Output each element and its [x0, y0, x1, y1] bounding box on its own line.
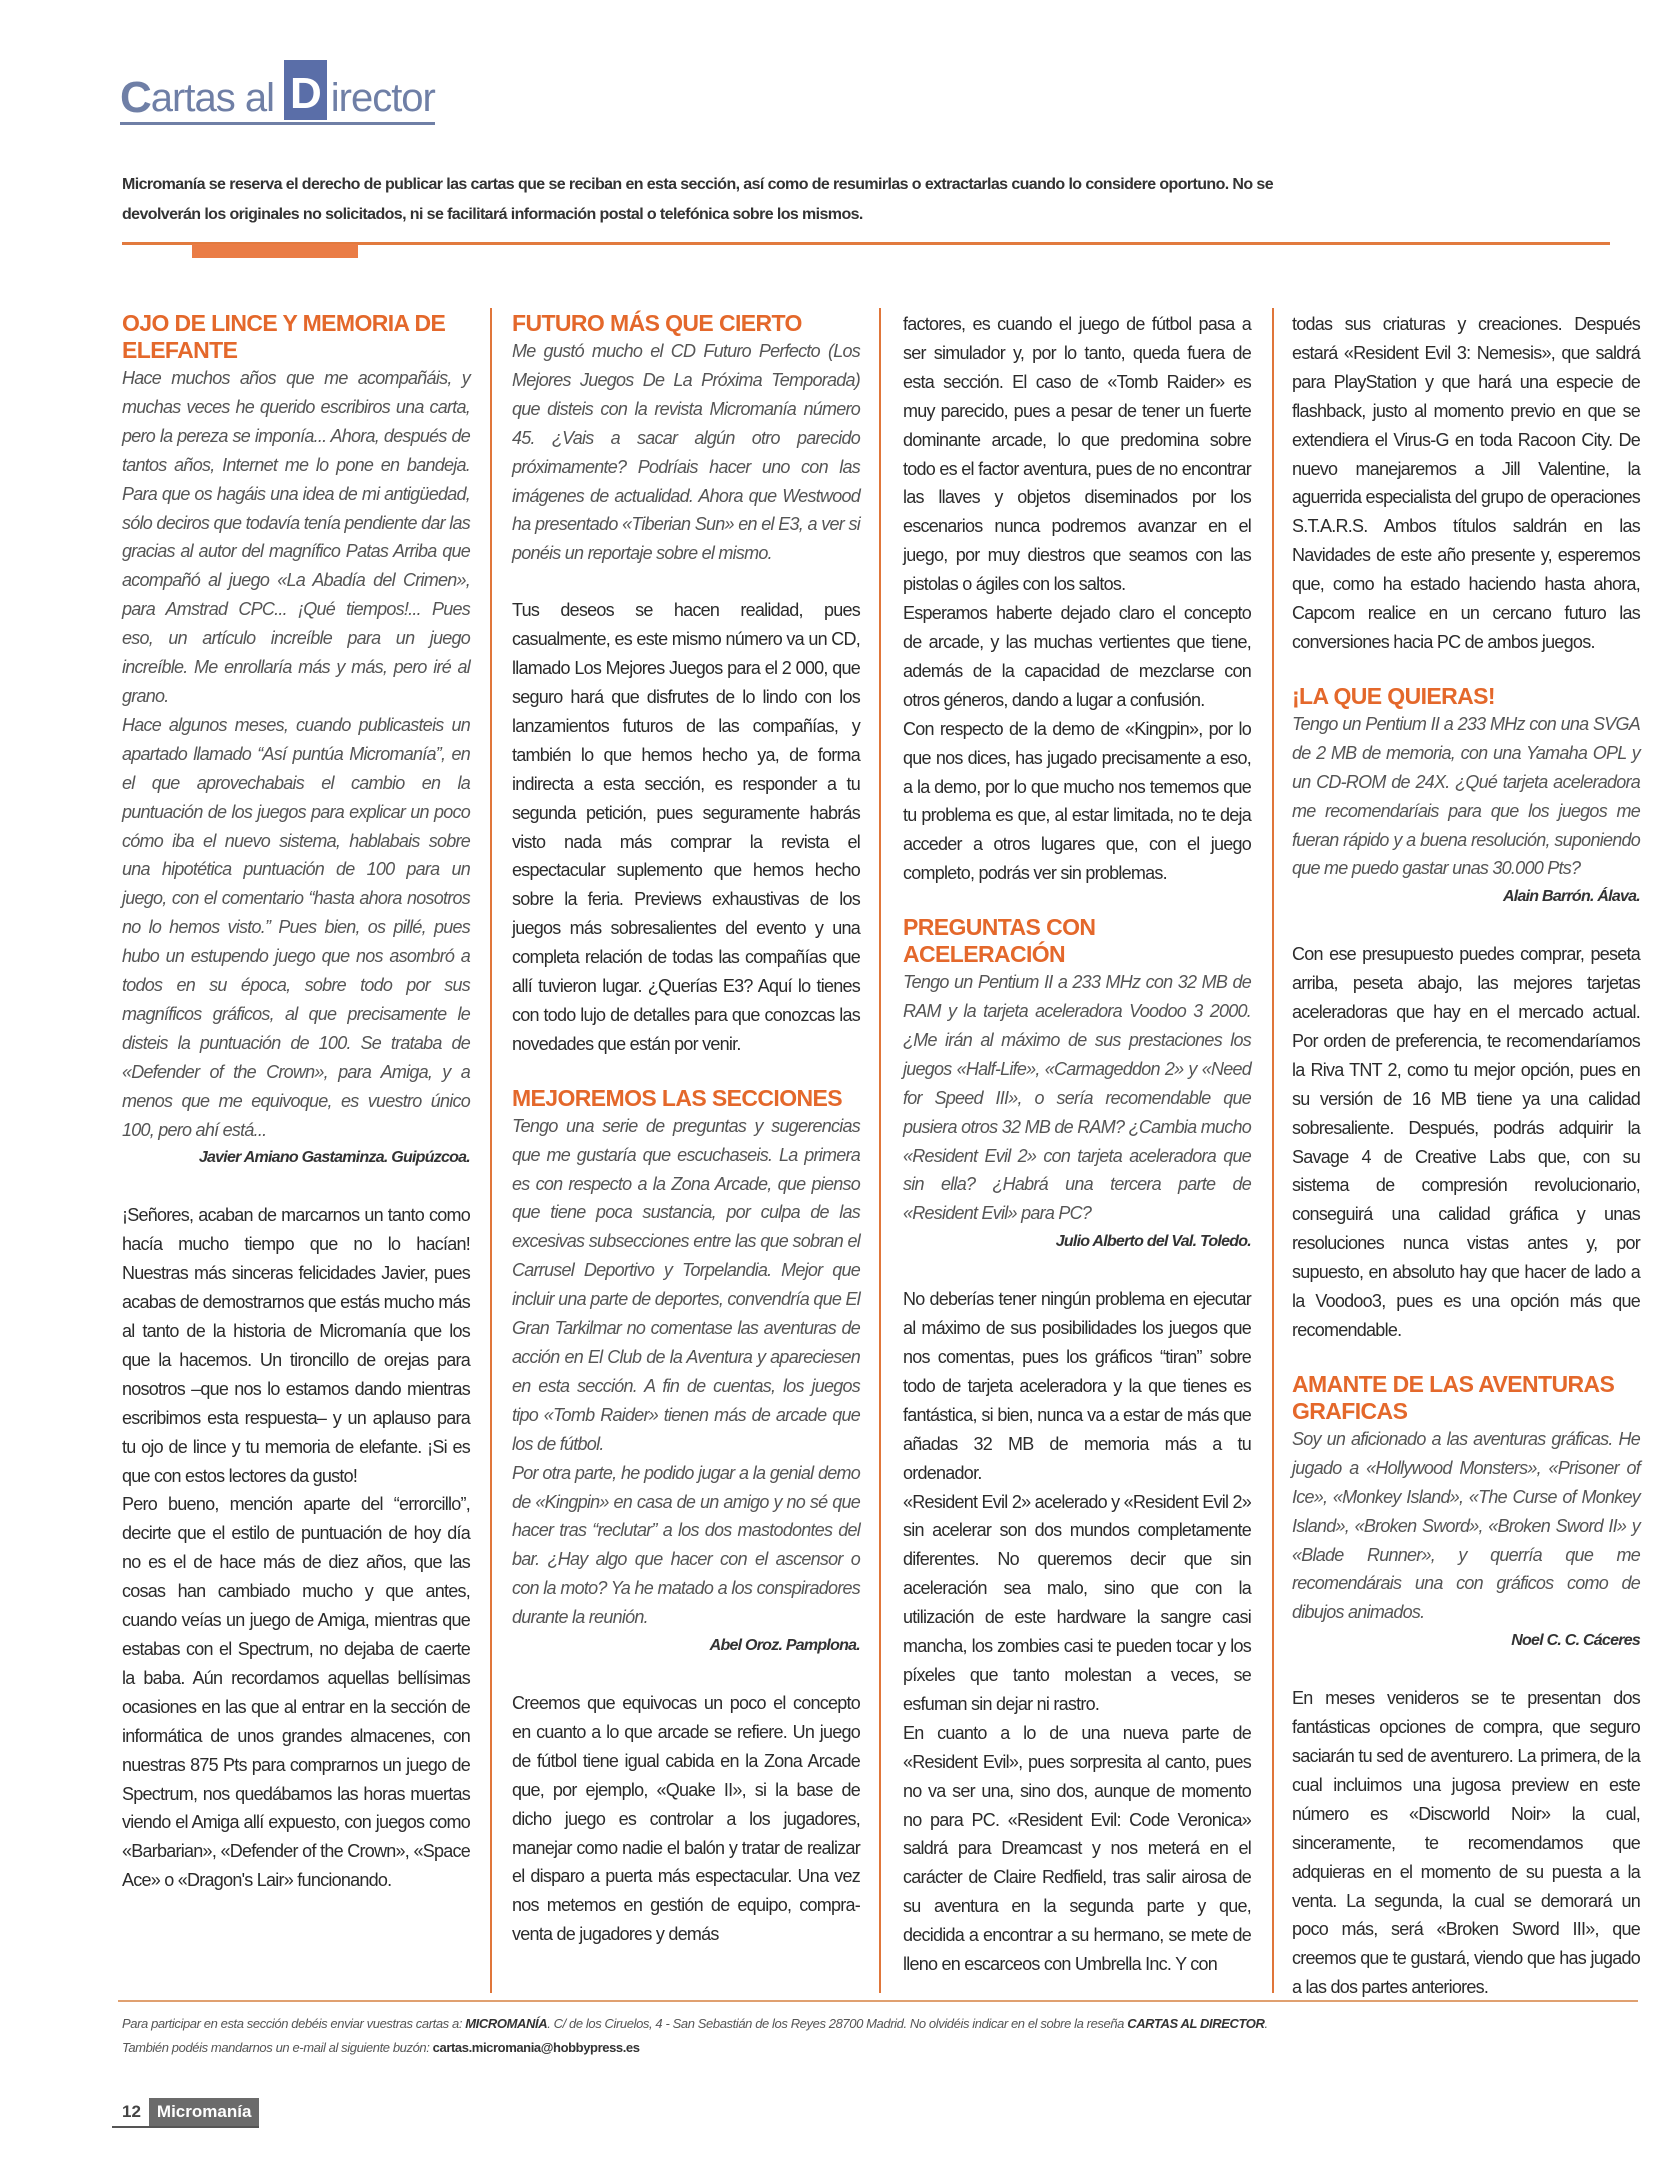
column-2 — [512, 310, 860, 1949]
editor-reply: En meses venideros se te presentan dos fantásticas opciones de compra, que seguro saciarán tu sed de aventurero. La primera, de la cual incluimos una jugosa preview en este número es «Discworld Noir» la cual, sinceramente, te recomendamos que adquieras en el momento de su puesta a la venta. La segunda, la cual se demorará un poco más, será «Broken Sword III», que creemos que te gustará, viendo que has jugado a las dos partes anteriores. — [1292, 1688, 1640, 1998]
reader-letter: Me gustó mucho el CD Futuro Perfecto (Los Mejores Juegos De La Próxima Temporada) que disteis con la revista Micromanía número 45. ¿Vais a sacar algún otro parecido próximamente? Podríais hacer uno con las imágenes de actualidad. Ahora que Westwood ha presentado «Tiberian Sun» en el E3, a ver si ponéis un reportaje sobre el mismo. — [512, 341, 860, 564]
editor-reply: Tus deseos se hacen realidad, pues casualmente, es este mismo número va un CD, llamado Los Mejores Juegos para el 2 000, que seguro hará que disfrutes de lo lindo con los lanzamientos futuros de las compañías, y también lo que hemos hecho ya, de forma indirecta a esta sección, es responder a tu segunda petición, pues seguramente habrás visto nada más comprar la revista el espectacular suplemento que hemos hecho sobre la feria. Previews exhaustivas de los juegos más sobresalientes del evento y una completa relación de todas las compañías que allí tuvieron lugar. ¿Querías E3? Aquí lo tienes con todo lujo de detalles para que conozcas las novedades que están por venir. — [512, 600, 860, 1054]
footer-text: Para participar en esta sección debéis enviar vuestras cartas a: — [122, 2016, 466, 2031]
letter-signature: Javier Amiano Gastaminza. Guipúzcoa. — [198, 1149, 470, 1167]
column-divider — [879, 308, 881, 1993]
email-link[interactable]: cartas.micromania@hobbypress.es — [432, 2040, 640, 2055]
title-initial-d: D — [284, 60, 327, 120]
editor-reply: Pero bueno, mención aparte del “errorcillo”, decirte que el estilo de puntuación de hoy día no es el de hace más de diez años, que las cosas han cambiado mucho y que antes, cuando veías un juego de Amiga, mientras que estabas con el Spectrum, no dejaba de caerte la baba. Aún recordamos aquellas bellísimas ocasiones en las que al entrar en la sección de informática de unos grandes almacenes, con nuestras 875 Pts para comprarnos un juego de Spectrum, nos quedábamos las horas muertas viendo el Amiga allí expuesto, con juegos como «Barbarian», «Defender of the Crown», «Space Ace» o «Dragon's Lair» funcionando. — [122, 1494, 470, 1891]
title-part-1: artas al — [150, 76, 274, 120]
letter-heading: FUTURO MÁS QUE CIERTO — [512, 310, 802, 336]
footer-section: CARTAS AL DIRECTOR — [1127, 2016, 1265, 2031]
footer-email — [122, 2040, 640, 2055]
page-number: 12 — [122, 2102, 141, 2121]
footer-text: . C/ de los Ciruelos, 4 - San Sebastián de los Reyes 28700 Madrid. No olvidéis indicar en el sobre la reseña — [547, 2016, 1128, 2031]
reader-letter: Soy un aficionado a las aventuras gráficas. He jugado a «Hollywood Monsters», «Prisoner of Ice», «Monkey Island», «The Curse of Monkey Island», «Broken Sword», «Broken Sword II» y «Blade Runner», y querría que me recomendárais una con gráficos como de dibujos animados. — [1292, 1428, 1640, 1623]
reader-letter: Por otra parte, he podido jugar a la genial demo de «Kingpin» en casa de un amigo y no sé que hacer tras “reclutar” a los dos mastodontes del bar. ¿Hay algo que hacer con el ascensor o con la moto? Ya he matado a los conspiradores durante la reunión. — [512, 1462, 860, 1628]
magazine-logo: Micromanía — [149, 2098, 259, 2126]
header-accent-block — [192, 244, 358, 258]
reader-letter: Hace algunos meses, cuando publicasteis un apartado llamado “Así puntúa Micromanía”, en el que aprovechabais el cambio en la puntuación de los juegos para explicar un poco cómo iba el nuevo sistema, hablabais sobre una hipotética puntuación de 100 para un juego, con el comentario “hasta ahora nosotros no lo hemos visto.” Pues bien, os pillé, pues hubo un estupendo juego que nos asombró a todos en su época, sobre todo por sus magníficos gráficos, al que precisamente le disteis la puntuación de 100. Se trataba de «Defender of the Crown», para Amiga, y a menos que me equivoque, es vuestro único 100, pero ahí está... — [122, 714, 470, 1140]
editor-reply: En cuanto a lo de una nueva parte de «Resident Evil», pues sorpresita al canto, pues no va ser una, sino dos, aunque de momento no para PC. «Resident Evil: Code Veronica» saldrá para Dreamcast y nos meterá en el carácter de Claire Redfield, tras salir airosa de su aventura en la segunda parte y que, decidida a encontrar a su hermano, se mete de lleno en escarceos con Umbrella Inc. Y con — [903, 1722, 1251, 1975]
section-title — [120, 60, 435, 125]
reader-letter: Hace muchos años que me acompañáis, y muchas veces he querido escribiros una carta, pero la pereza se imponía... Ahora, después de tantos años, Internet me lo pone en bandeja. Para que os hagáis una idea de mi antigüedad, sólo deciros que todavía tenía pendiente dar las gracias al autor del magnífico Patas Arriba que acompañó al juego «La Abadía del Crimen», para Amstrad CPC... ¡Qué tiempos!... Pues eso, un artículo increíble para un juego increíble. Me enrollaría más y más, pero iré al grano. — [122, 368, 470, 706]
editor-reply: factores, es cuando el juego de fútbol pasa a ser simulador y, por lo tanto, queda fuera de esta sección. El caso de «Tomb Raider» es muy parecido, pues a pesar de tener un fuerte dominante arcade, lo que predomina sobre todo es el factor aventura, pues de no encontrar las llaves y objetos diseminados por los escenarios nunca podremos avanzar en el juego, por muy diestros que seamos con las pistolas o ágiles con los saltos. — [903, 314, 1251, 595]
editor-reply: Con respecto de la demo de «Kingpin», por lo que nos dices, has jugado precisamente a eso, a la demo, por lo que mucho nos tememos que tu problema es que, al estar limitada, no te deja acceder a otros lugares que, con el juego completo, podrás ver sin problemas. — [903, 718, 1251, 884]
footer-text: También podéis mandarnos un e-mail al siguiente buzón: — [122, 2040, 433, 2055]
editor-reply: «Resident Evil 2» acelerado y «Resident Evil 2» sin acelerar son dos mundos completamente diferentes. No queremos decir que sin aceleración sea malo, sino que con la utilización de este hardware la sangre casi mancha, los zombies casi te pueden tocar y los píxeles que tanto molestan a veces, se esfuman sin dejar ni rastro. — [903, 1491, 1251, 1714]
editor-reply: todas sus criaturas y creaciones. Después estará «Resident Evil 3: Nemesis», que saldrá para PlayStation y que hará una especie de flashback, justo al momento previo en que se extendiera el Virus-G en toda Racoon City. De nuevo manejaremos a Jill Valentine, la aguerrida especialista del grupo de operaciones S.T.A.R.S. Ambos títulos saldrán en las Navidades de este año presente y, esperemos que, como ha estado haciendo hasta ahora, Capcom realice en un cercano futuro las conversiones hacia PC de ambos juegos. — [1292, 314, 1641, 652]
letter-heading: MEJOREMOS LAS SECCIONES — [512, 1084, 842, 1111]
letter-heading: AMANTE DE LAS AVENTURAS GRAFICAS — [1292, 1370, 1615, 1424]
editor-reply: No deberías tener ningún problema en ejecutar al máximo de sus posibilidades los juegos que nos comentas, pues los gráficos “tiran” sobre todo de tarjeta aceleradora y la que tienes es fantástica, si bien, nunca va a estar de más que añadas 32 MB de memoria más a tu ordenador. — [903, 1289, 1251, 1483]
footer-address: Para participar en esta sección debéis enviar vuestras cartas a: MICROMANÍA. C/ de los Ciruelos, 4 - San Sebastián de los Reyes 28700 Madrid. No olvidéis indicar en el sobre la reseña CARTAS AL DIRECTOR. — [122, 2016, 1268, 2031]
letter-signature: Abel Oroz. Pamplona. — [709, 1637, 860, 1655]
title-part-2: irector — [330, 76, 435, 120]
editor-reply: Creemos que equivocas un poco el concepto en cuanto a lo que arcade se refiere. Un juego de fútbol tiene igual cabida en la Zona Arcade que, por ejemplo, «Quake II», si la base de dicho juego es controlar a los jugadores, manejar como nadie el balón y tratar de realizar el disparo a puerta más espectacular. Una vez nos metemos en gestión de equipo, compra-venta de jugadores y demás — [512, 1692, 860, 1945]
letter-heading: PREGUNTAS CON ACELERACIÓN — [903, 914, 1096, 968]
letter-signature: Noel C. C. Cáceres — [1511, 1632, 1640, 1650]
footer-magazine: MICROMANÍA — [465, 2016, 548, 2031]
editor-reply: Esperamos haberte dejado claro el concepto de arcade, y las muchas vertientes que tiene, además de la capacidad de mezclarse con otros géneros, dando a lugar a confusión. — [903, 603, 1251, 710]
letter-signature: Julio Alberto del Val. Toledo. — [1055, 1233, 1251, 1251]
reader-letter: Tengo un Pentium II a 233 MHz con 32 MB de RAM y la tarjeta aceleradora Voodoo 3 2000. ¿Me irán al máximo de sus prestaciones los juegos «Half-Life», «Carmageddon 2» y «Need for Speed III», o sería recomendable que pusiera otros 32 MB de RAM? ¿Cambia mucho «Resident Evil 2» con tarjeta aceleradora que sin ella? ¿Habrá una tercera parte de «Resident Evil» para PC? — [903, 972, 1251, 1224]
letter-signature: Alain Barrón. Álava. — [1502, 888, 1640, 906]
column-divider — [490, 308, 492, 1993]
editor-reply: ¡Señores, acaban de marcarnos un tanto como hacía mucho tiempo que no lo hacían! Nuestras más sinceras felicidades Javier, pues acabas de demostrarnos que estás mucho más al tanto de la historia de Micromanía que los que la hacemos. Un tironcillo de orejas para nosotros –que nos lo estamos dando mientras escribimos esta respuesta– y un aplauso para tu ojo de lince y tu memoria de elefante. ¡Si es que con estos lectores da gusto! — [122, 1205, 470, 1486]
letter-heading: ¡LA QUE QUIERAS! — [1292, 682, 1495, 709]
column-divider — [1272, 308, 1274, 1993]
editor-reply: Con ese presupuesto puedes comprar, peseta arriba, peseta abajo, las mejores tarjetas aceleradoras que hay en el mercado actual. Por orden de preferencia, te recomendaríamos la Riva TNT 2, como tu mejor opción, pues en su versión de 16 MB tiene ya una calidad sobresaliente. Después, podrás adquirir la Savage 4 de Creative Labs que, con su sistema de compresión revolucionario, conseguirá una calidad gráfica y unas resoluciones nunca vistas antes y, por supuesto, en absoluto hay que hacer de lado a la Voodoo3, pues es una opción más que recomendable. — [1292, 944, 1640, 1340]
reader-letter: Tengo una serie de preguntas y sugerencias que me gustaría que escuchaseis. La primera es con respecto a la Zona Arcade, que pienso que tiene poca sustancia, por culpa de las excesivas subsecciones entre las que sobran el Carrusel Deportivo y Torpelandia. Mejor que incluir una parte de deportes, convendría que El Gran Tarkilmar no comentase las aventuras de acción en El Club de la Aventura y apareciesen en esta sección. A fin de cuentas, los juegos tipo «Tomb Raider» tienen más de arcade que los de fútbol. — [512, 1115, 860, 1454]
page-footer — [112, 2098, 259, 2128]
footer-divider — [118, 2000, 1638, 2002]
column-3 — [903, 310, 1251, 1979]
intro-disclaimer: Micromanía se reserva el derecho de publicar las cartas que se reciban en esta sección, así como de resumirlas o extractarlas cuando lo considere oportuno. No se devolverán los originales no solicitados, ni se facilitará información postal o telefónica sobre los mismos. — [122, 176, 1274, 223]
reader-letter: Tengo un Pentium II a 233 MHz con una SVGA de 2 MB de memoria, con una Yamaha OPL y un CD-ROM de 24X. ¿Qué tarjeta aceleradora me recomendaríais para que los juegos me fueran rápido y a buena resolución, suponiendo que me puedo gastar unas 30.000 Pts? — [1292, 713, 1640, 879]
title-initial-c: C — [120, 73, 151, 122]
column-1 — [122, 310, 470, 1895]
column-4 — [1292, 310, 1640, 2002]
letter-heading: OJO DE LINCE Y MEMORIA DE ELEFANTE — [122, 310, 446, 363]
